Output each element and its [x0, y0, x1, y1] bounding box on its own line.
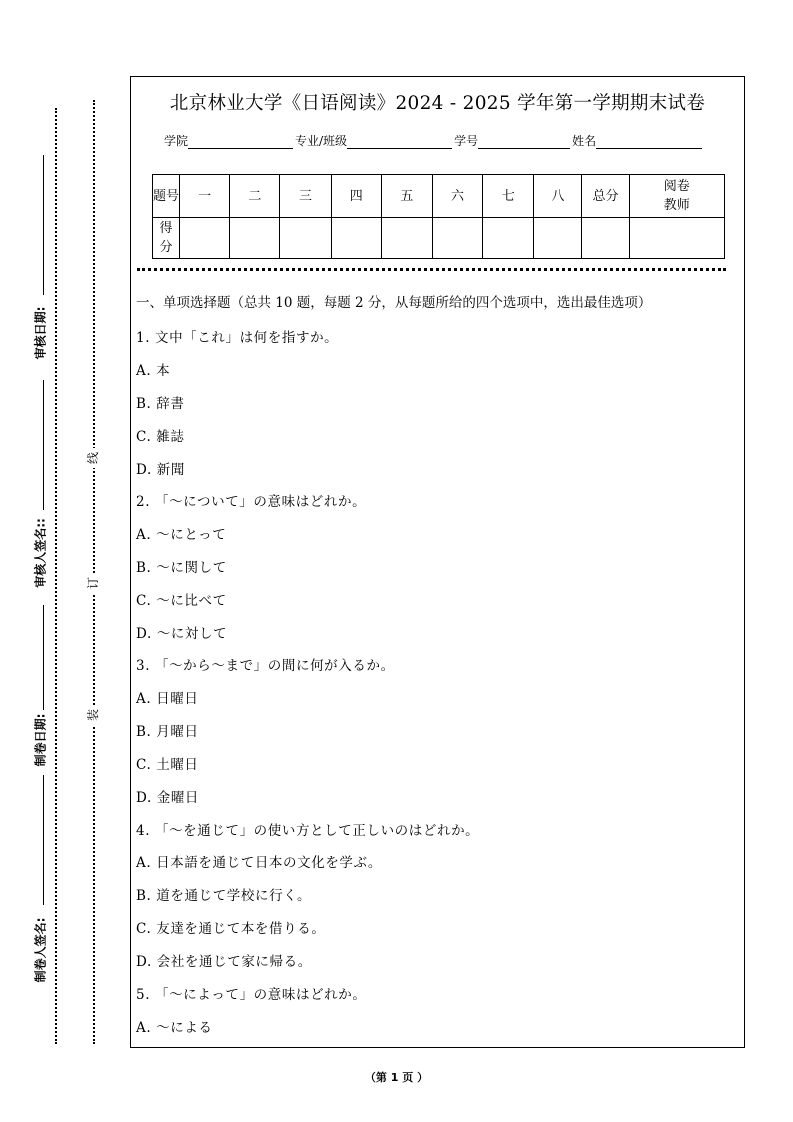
question-line: 3. 「～から～まで」の間に何が入るか。	[136, 658, 395, 674]
score-cell[interactable]	[432, 218, 482, 259]
option-line: D. 金曜日	[136, 790, 200, 806]
maker-date-label: 制卷日期:	[33, 713, 48, 767]
score-header-cell: 四	[331, 175, 381, 218]
exam-frame	[130, 76, 745, 1048]
binding-mark-staple: 订	[84, 573, 102, 593]
score-value-row	[153, 218, 725, 259]
score-header-cell: 三	[280, 175, 331, 218]
option-line: B. ～に関して	[136, 560, 227, 576]
name-label: 姓名	[572, 134, 597, 148]
score-header-cell: 阅卷 教师	[629, 175, 724, 218]
score-cell[interactable]	[582, 218, 629, 259]
score-cell[interactable]	[331, 218, 381, 259]
score-header-cell: 一	[180, 175, 230, 218]
option-line: C. ～に比べて	[136, 593, 227, 609]
option-line: A. ～による	[136, 1020, 213, 1036]
name-field[interactable]	[596, 136, 702, 149]
score-header-cell: 二	[230, 175, 280, 218]
score-cell[interactable]	[180, 218, 230, 259]
exam-title: 北京林业大学《日语阅读》2024 - 2025 学年第一学期期末试卷	[169, 93, 706, 114]
option-line: A. 日本語を通じて日本の文化を学ぶ。	[136, 855, 383, 871]
score-cell[interactable]	[629, 218, 724, 259]
outer-dotted-binding-line	[55, 108, 57, 1044]
score-cell[interactable]	[483, 218, 534, 259]
question-line: 4. 「～を通じて」の使い方として正しいのはどれか。	[136, 823, 480, 839]
score-cell[interactable]	[280, 218, 331, 259]
score-cell[interactable]	[534, 218, 582, 259]
score-header-row	[153, 175, 725, 218]
student-info-row	[164, 132, 704, 149]
reviewer-date-label: 审核日期:	[33, 306, 48, 360]
section-heading: 一、单项选择题（总共 10 题，每题 2 分，从每题所给的四个选项中，选出最佳选项）	[136, 295, 652, 311]
binding-mark-line: 线	[84, 448, 102, 468]
reviewer-date-line	[43, 155, 44, 295]
score-cell[interactable]	[381, 218, 432, 259]
option-line: B. 月曜日	[136, 724, 199, 740]
binding-mark-seal: 装	[84, 705, 102, 725]
dotted-separator	[137, 268, 726, 271]
score-header-cell: 五	[381, 175, 432, 218]
score-header-cell: 六	[432, 175, 482, 218]
question-line: 5. 「～によって」の意味はどれか。	[136, 987, 367, 1003]
option-line: B. 辞書	[136, 396, 185, 412]
option-line: D. ～に対して	[136, 626, 228, 642]
major-field[interactable]	[347, 136, 452, 149]
option-line: D. 会社を通じて家に帰る。	[136, 954, 312, 970]
option-line: B. 道を通じて学校に行く。	[136, 888, 312, 904]
college-field[interactable]	[188, 136, 293, 149]
score-row-label: 得分	[153, 218, 180, 259]
page-number: （第 1 页 ）	[364, 1071, 429, 1084]
maker-sign-label: 制卷人签名:	[33, 917, 48, 983]
score-table	[152, 174, 725, 259]
option-line: D. 新聞	[136, 462, 185, 478]
option-line: A. 日曜日	[136, 691, 199, 707]
score-header-cell: 八	[534, 175, 582, 218]
question-line: 1. 文中「これ」は何を指すか。	[136, 330, 339, 346]
option-line: C. 雑誌	[136, 429, 185, 445]
score-cell[interactable]	[230, 218, 280, 259]
option-line: A. 本	[136, 363, 171, 379]
student-id-field[interactable]	[478, 136, 570, 149]
option-line: C. 友達を通じて本を借りる。	[136, 921, 326, 937]
score-header-cell: 题号	[153, 175, 180, 218]
option-line: A. ～にとって	[136, 527, 227, 543]
inner-dotted-binding-line	[93, 100, 95, 1044]
maker-sign-line	[43, 775, 44, 905]
reviewer-sign-label: 审核人签名::	[33, 518, 48, 588]
reviewer-sign-line	[43, 380, 44, 510]
college-label: 学院	[164, 134, 189, 148]
score-header-cell: 总分	[582, 175, 629, 218]
major-label: 专业/班级	[295, 134, 348, 148]
student-id-label: 学号	[454, 134, 479, 148]
score-header-cell: 七	[483, 175, 534, 218]
maker-date-line	[43, 605, 44, 710]
option-line: C. 土曜日	[136, 757, 199, 773]
question-line: 2. 「～について」の意味はどれか。	[136, 494, 367, 510]
